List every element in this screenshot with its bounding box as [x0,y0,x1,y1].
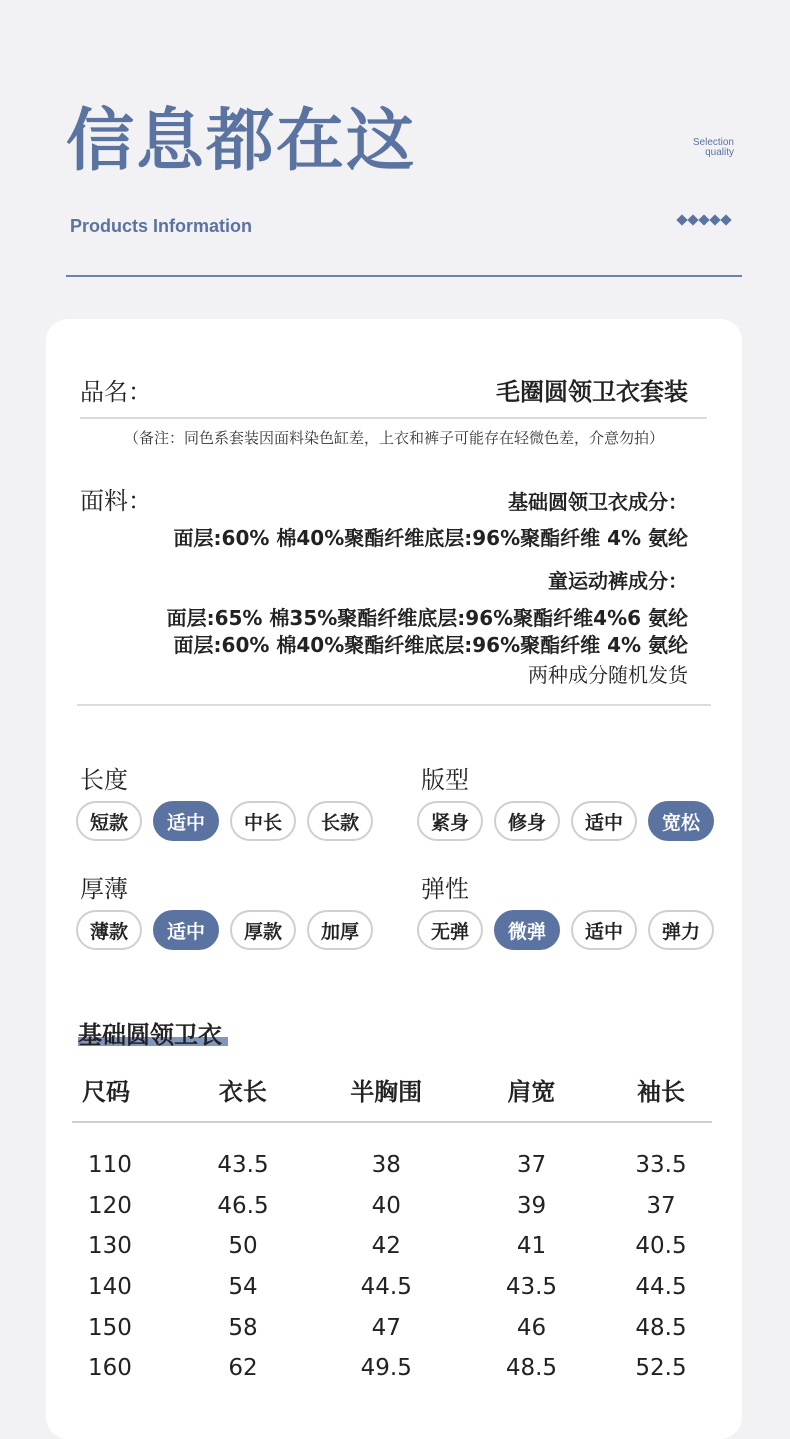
elasticity-option-medium: 适中 [571,910,637,950]
diamond-icon [687,214,698,225]
fit-option-slim: 修身 [494,801,560,841]
cell-sleeve: 48.5 [635,1314,687,1341]
cell-half-chest: 40 [371,1192,401,1219]
length-option-medium: 适中 [153,801,219,841]
cell-size: 110 [88,1152,132,1179]
thickness-option-thick: 厚款 [230,910,296,950]
thickness-option-medium: 适中 [153,910,219,950]
cell-size: 150 [88,1314,132,1341]
fit-option-regular: 适中 [571,801,637,841]
length-options [76,801,373,841]
cell-size: 130 [88,1233,132,1260]
header-sleeve: 袖长 [636,1077,685,1106]
cell-half-chest: 44.5 [360,1274,412,1301]
size-table [72,1061,712,1389]
elasticity-option-slight: 微弹 [494,910,560,950]
diamond-icon [676,214,687,225]
fit-option-loose: 宽松 [648,801,714,841]
cell-shoulder: 37 [516,1152,547,1179]
fabric-label: 面料： [80,487,152,515]
color-note: （备注：同色系套装因面料染色缸差，上衣和裤子可能存在轻微色差，介意勿拍） [123,429,664,447]
thickness-option-extra-thick: 加厚 [307,910,373,950]
header-divider [66,275,742,277]
cell-half-chest: 42 [371,1233,401,1260]
cell-size: 120 [88,1192,132,1219]
header-shoulder: 肩宽 [507,1077,556,1106]
cell-length: 62 [228,1355,258,1382]
name-divider [80,417,707,419]
page-subtitle: Products Information [70,216,253,236]
fabric-heading-top: 基础圆领卫衣成分： [508,490,688,514]
table-row [72,1267,712,1308]
attr-title-thickness: 厚薄 [80,875,128,903]
size-table-header-divider [72,1121,712,1123]
cell-shoulder: 48.5 [505,1355,558,1382]
table-row [72,1186,712,1227]
fabric-random-note: 两种成分随机发货 [528,663,688,687]
fabric-heading-pants: 童运动裤成分： [548,569,688,593]
fabric-divider [77,704,711,706]
product-name-label: 品名： [80,378,152,406]
cell-length: 43.5 [217,1152,269,1179]
cell-shoulder: 41 [516,1233,547,1260]
diamond-icon [698,214,709,225]
thickness-option-thin: 薄款 [76,910,142,950]
cell-sleeve: 37 [646,1192,676,1219]
cell-shoulder: 39 [516,1192,547,1219]
fabric-composition-pants-b: 面层:60% 棉40%聚酯纤维底层:96%聚酯纤维 4% 氨纶 [173,633,688,657]
attr-title-fit: 版型 [421,766,469,794]
tag-line-1: Selection [692,137,734,148]
info-card [46,319,742,1439]
fit-options [417,801,714,841]
selection-quality-tag [693,138,734,158]
fabric-composition-top: 面层:60% 棉40%聚酯纤维底层:96%聚酯纤维 4% 氨纶 [173,526,688,550]
cell-shoulder: 43.5 [505,1274,558,1301]
elasticity-options [417,910,714,950]
cell-size: 140 [88,1274,132,1301]
length-option-long: 长款 [307,801,373,841]
cell-sleeve: 52.5 [635,1355,687,1382]
length-option-mid-long: 中长 [230,801,296,841]
cell-half-chest: 49.5 [360,1355,412,1382]
cell-half-chest: 38 [371,1152,401,1179]
cell-length: 58 [228,1314,258,1341]
table-row [72,1145,712,1186]
tag-line-2: quality [705,147,734,158]
product-name-value: 毛圈圆领卫衣套装 [496,378,688,406]
page-title: 信息都在这 [66,102,417,181]
thickness-options [76,910,373,950]
cell-sleeve: 40.5 [635,1233,687,1260]
length-option-short: 短款 [76,801,142,841]
elasticity-option-none: 无弹 [417,910,483,950]
size-table-header [72,1061,712,1117]
diamond-icon [720,214,731,225]
diamond-ornament [678,216,730,224]
header-size: 尺码 [82,1077,130,1106]
header-half-chest: 半胸围 [350,1077,423,1106]
attr-title-length: 长度 [80,766,128,794]
fabric-composition-pants-a: 面层:65% 棉35%聚酯纤维底层:96%聚酯纤维4%6 氨纶 [166,606,688,630]
diamond-icon [709,214,720,225]
table-row [72,1226,712,1267]
cell-size: 160 [88,1355,132,1382]
elasticity-option-stretch: 弹力 [648,910,714,950]
cell-sleeve: 33.5 [635,1152,687,1179]
cell-shoulder: 46 [516,1314,547,1341]
table-row [72,1348,712,1389]
cell-length: 50 [228,1233,258,1260]
cell-sleeve: 44.5 [635,1274,687,1301]
fit-option-tight: 紧身 [417,801,483,841]
cell-length: 46.5 [217,1192,269,1219]
table-row [72,1307,712,1348]
attr-title-elasticity: 弹性 [421,875,469,903]
cell-half-chest: 47 [371,1314,401,1341]
cell-length: 54 [228,1274,258,1301]
header-length: 衣长 [218,1077,267,1106]
size-table-title: 基础圆领卫衣 [78,1021,222,1049]
